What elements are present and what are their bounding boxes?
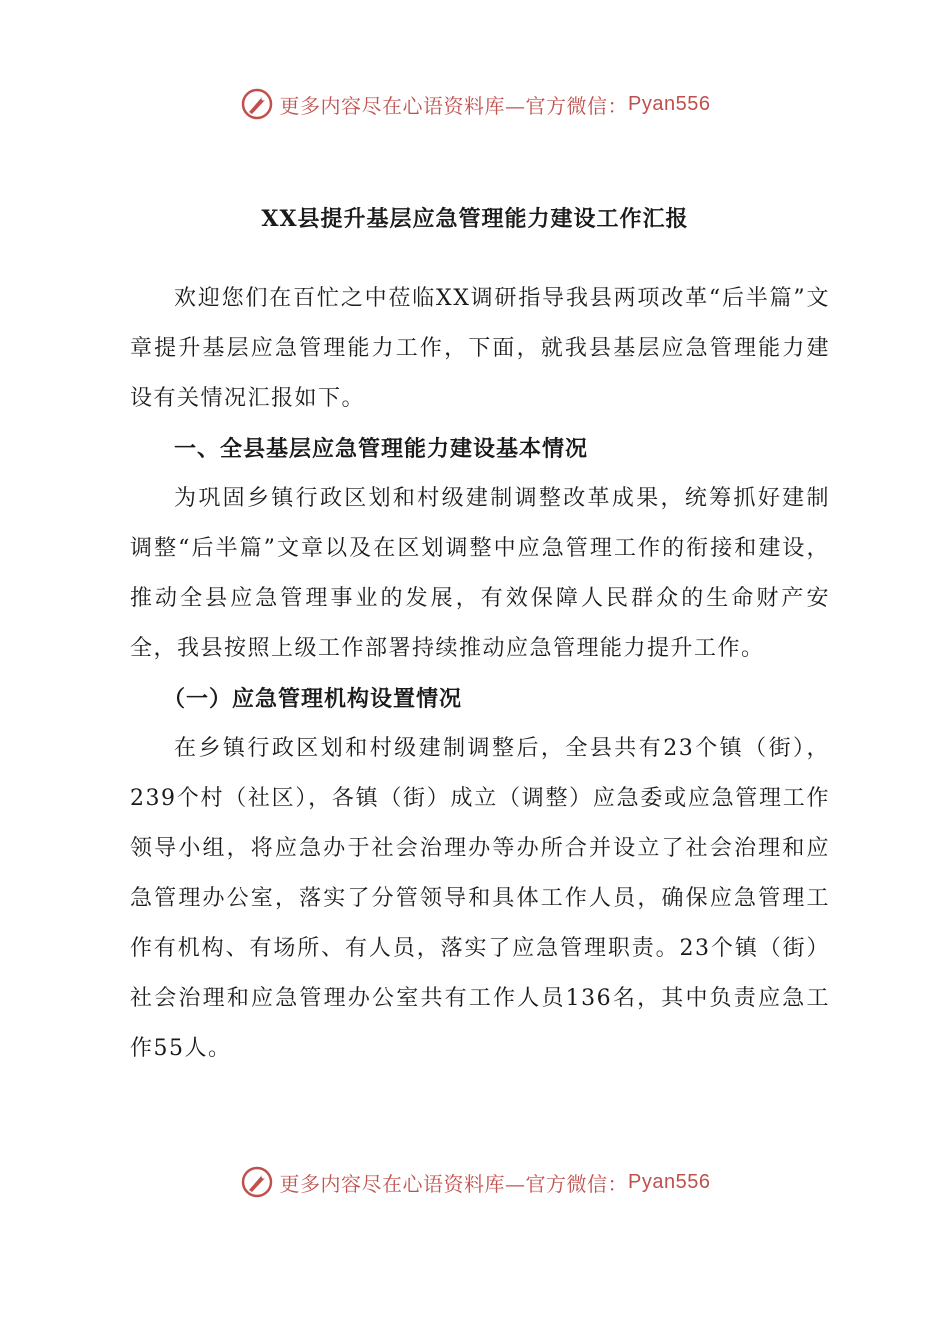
- subsection-heading: （一）应急管理机构设置情况: [163, 686, 463, 712]
- footer-watermark-banner: [0, 1160, 950, 1204]
- banner-wechat-id: Pyan556: [628, 1170, 711, 1193]
- document-title: XX县提升基层应急管理能力建设工作汇报: [261, 206, 689, 232]
- subsection-paragraph: 在乡镇行政区划和村级建制调整后，全县共有23个镇（街），239个村（社区），各镇（街）成立（调整）应急委或应急管理工作领导小组，将应急办于社会治理办等办所合并设立了社会治理和应急管理办公室，落实了分管领导和具体工作人员，确保应急管理工作有机构、有场所、有人员，落实了应急管理职责。23个镇（街）社会治理和应急管理办公室共有工作人员136名，其中负责应急工作55人。: [130, 736, 830, 1061]
- pen-logo-icon: [240, 87, 274, 121]
- document-body: [130, 274, 830, 1074]
- banner-text: 更多内容尽在心语资料库—官方微信：: [279, 1171, 629, 1196]
- intro-paragraph: 欢迎您们在百忙之中莅临XX调研指导我县两项改革“后半篇”文章提升基层应急管理能力工作，下面，就我县基层应急管理能力建设有关情况汇报如下。: [130, 286, 830, 411]
- banner-text: 更多内容尽在心语资料库—官方微信：: [279, 93, 629, 118]
- header-watermark-banner: [0, 82, 950, 126]
- banner-wechat-id: Pyan556: [628, 92, 711, 115]
- section-heading: 一、全县基层应急管理能力建设基本情况: [174, 436, 589, 462]
- section-paragraph: 为巩固乡镇行政区划和村级建制调整改革成果，统筹抓好建制调整“后半篇”文章以及在区划调整中应急管理工作的衔接和建设，推动全县应急管理事业的发展，有效保障人民群众的生命财产安全，我县按照上级工作部署持续推动应急管理能力提升工作。: [130, 486, 830, 661]
- pen-logo-icon: [240, 1165, 274, 1199]
